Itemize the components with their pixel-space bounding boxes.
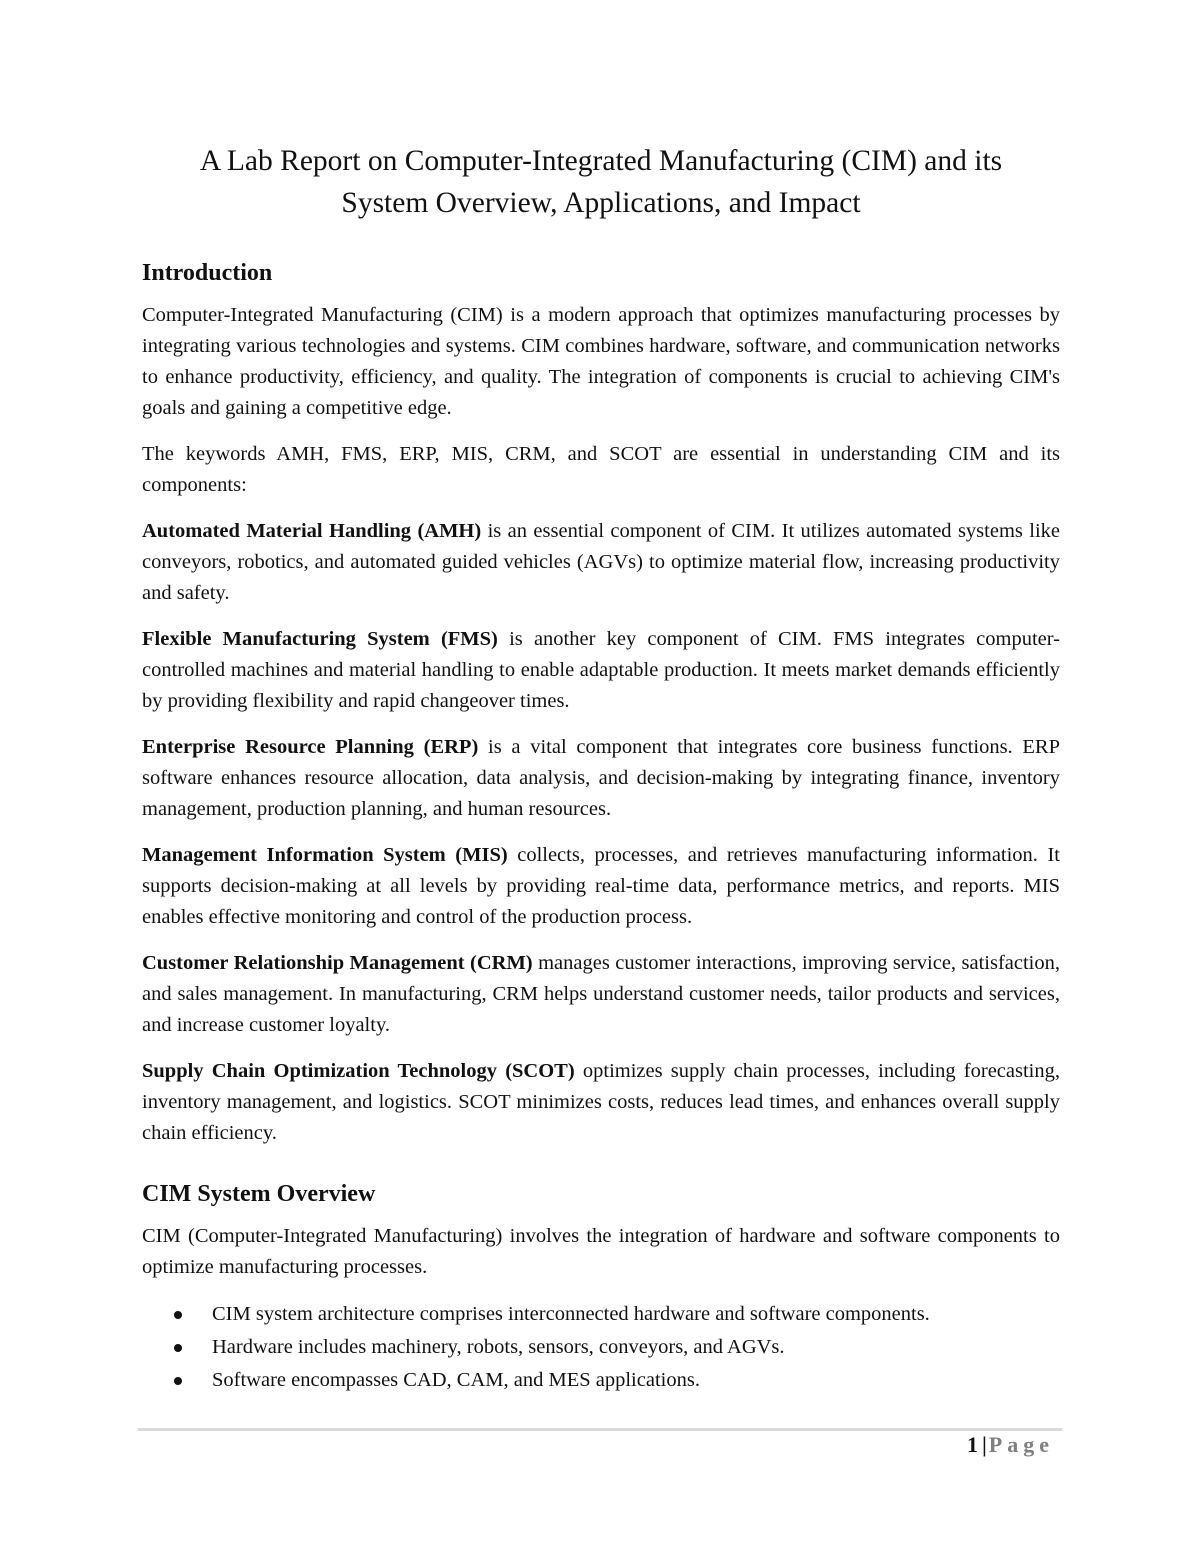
list-item: [142, 1298, 1060, 1331]
term-mis-text: collects, processes, and retrieves manufacturing information. It supports decision-making at all levels by providing real-time data, performance metrics, and reports. MIS enables effective monitoring and control of the production process.: [142, 844, 1060, 928]
term-scot: Supply Chain Optimization Technology (SCOT): [142, 1060, 575, 1082]
term-fms-text: is another key component of CIM. FMS integrates computer-controlled machines and material handling to enable adaptable production. It meets market demands efficiently by providing flexibility and rapid changeover times.: [142, 628, 1061, 712]
term-amh-text: is an essential component of CIM. It utilizes automated systems like conveyors, robotics, and automated guided vehicles (AGVs) to optimize material flow, increasing productivity and safety.: [142, 520, 1061, 604]
overview-heading: CIM System Overview: [142, 1181, 376, 1207]
term-erp: Enterprise Resource Planning (ERP): [142, 736, 479, 758]
intro-paragraph-2: The keywords AMH, FMS, ERP, MIS, CRM, and SCOT are essential in understanding CIM and its components:: [142, 443, 1060, 496]
term-paragraph-amh: [142, 516, 1060, 609]
term-paragraph-fms: [142, 624, 1060, 717]
bullet-text: Software encompasses CAD, CAM, and MES applications.: [212, 1369, 700, 1391]
bullet-text: Hardware includes machinery, robots, sensors, conveyors, and AGVs.: [212, 1336, 785, 1358]
term-amh: Automated Material Handling (AMH): [142, 520, 482, 542]
term-scot-text: optimizes supply chain processes, including forecasting, inventory management, and logistics. SCOT minimizes costs, reduces lead times, and enhances overall supply chain efficiency.: [142, 1060, 1060, 1144]
intro-paragraph-1: Computer-Integrated Manufacturing (CIM) is a modern approach that optimizes manufacturing processes by integrating various technologies and systems. CIM combines hardware, software, and communication networks to enhance productivity, efficiency, and quality. The integration of components is crucial to achieving CIM's goals and gaining a competitive edge.: [142, 304, 1060, 419]
overview-paragraph: CIM (Computer-Integrated Manufacturing) involves the integration of hardware and software components to optimize manufacturing processes.: [142, 1225, 1060, 1278]
term-fms: Flexible Manufacturing System (FMS): [142, 628, 498, 650]
term-crm: Customer Relationship Management (CRM): [142, 952, 533, 974]
footer-divider: [138, 1428, 1062, 1431]
term-paragraph-erp: [142, 732, 1060, 825]
term-paragraph-scot: [142, 1056, 1060, 1149]
term-mis: Management Information System (MIS): [142, 844, 508, 866]
bullet-icon: [174, 1311, 182, 1319]
term-paragraph-mis: [142, 840, 1060, 933]
title-line-1: A Lab Report on Computer-Integrated Manufacturing (CIM) and its: [199, 145, 1003, 177]
document-title: [142, 140, 1060, 224]
overview-bullet-list: [142, 1298, 1060, 1397]
term-crm-text: manages customer interactions, improving service, satisfaction, and sales management. In manufacturing, CRM helps understand customer needs, tailor products and services, and increase customer loyalty.: [142, 952, 1060, 1036]
title-line-2: System Overview, Applications, and Impact: [341, 187, 861, 219]
bullet-text: CIM system architecture comprises interconnected hardware and software components.: [212, 1303, 930, 1325]
page-footer: [967, 1432, 1054, 1458]
list-item: [142, 1331, 1060, 1364]
footer-separator: |: [981, 1432, 987, 1457]
bullet-icon: [174, 1344, 182, 1352]
bullet-icon: [174, 1377, 182, 1385]
page-number: 1: [966, 1432, 978, 1457]
term-erp-text: is a vital component that integrates core business functions. ERP software enhances resource allocation, data analysis, and decision-making by integrating finance, inventory management, production planning, and human resources.: [142, 736, 1060, 820]
page-content: [142, 140, 1060, 1397]
page-label: Page: [988, 1432, 1054, 1457]
list-item: [142, 1364, 1060, 1397]
term-paragraph-crm: [142, 948, 1060, 1041]
introduction-heading: Introduction: [142, 260, 273, 286]
